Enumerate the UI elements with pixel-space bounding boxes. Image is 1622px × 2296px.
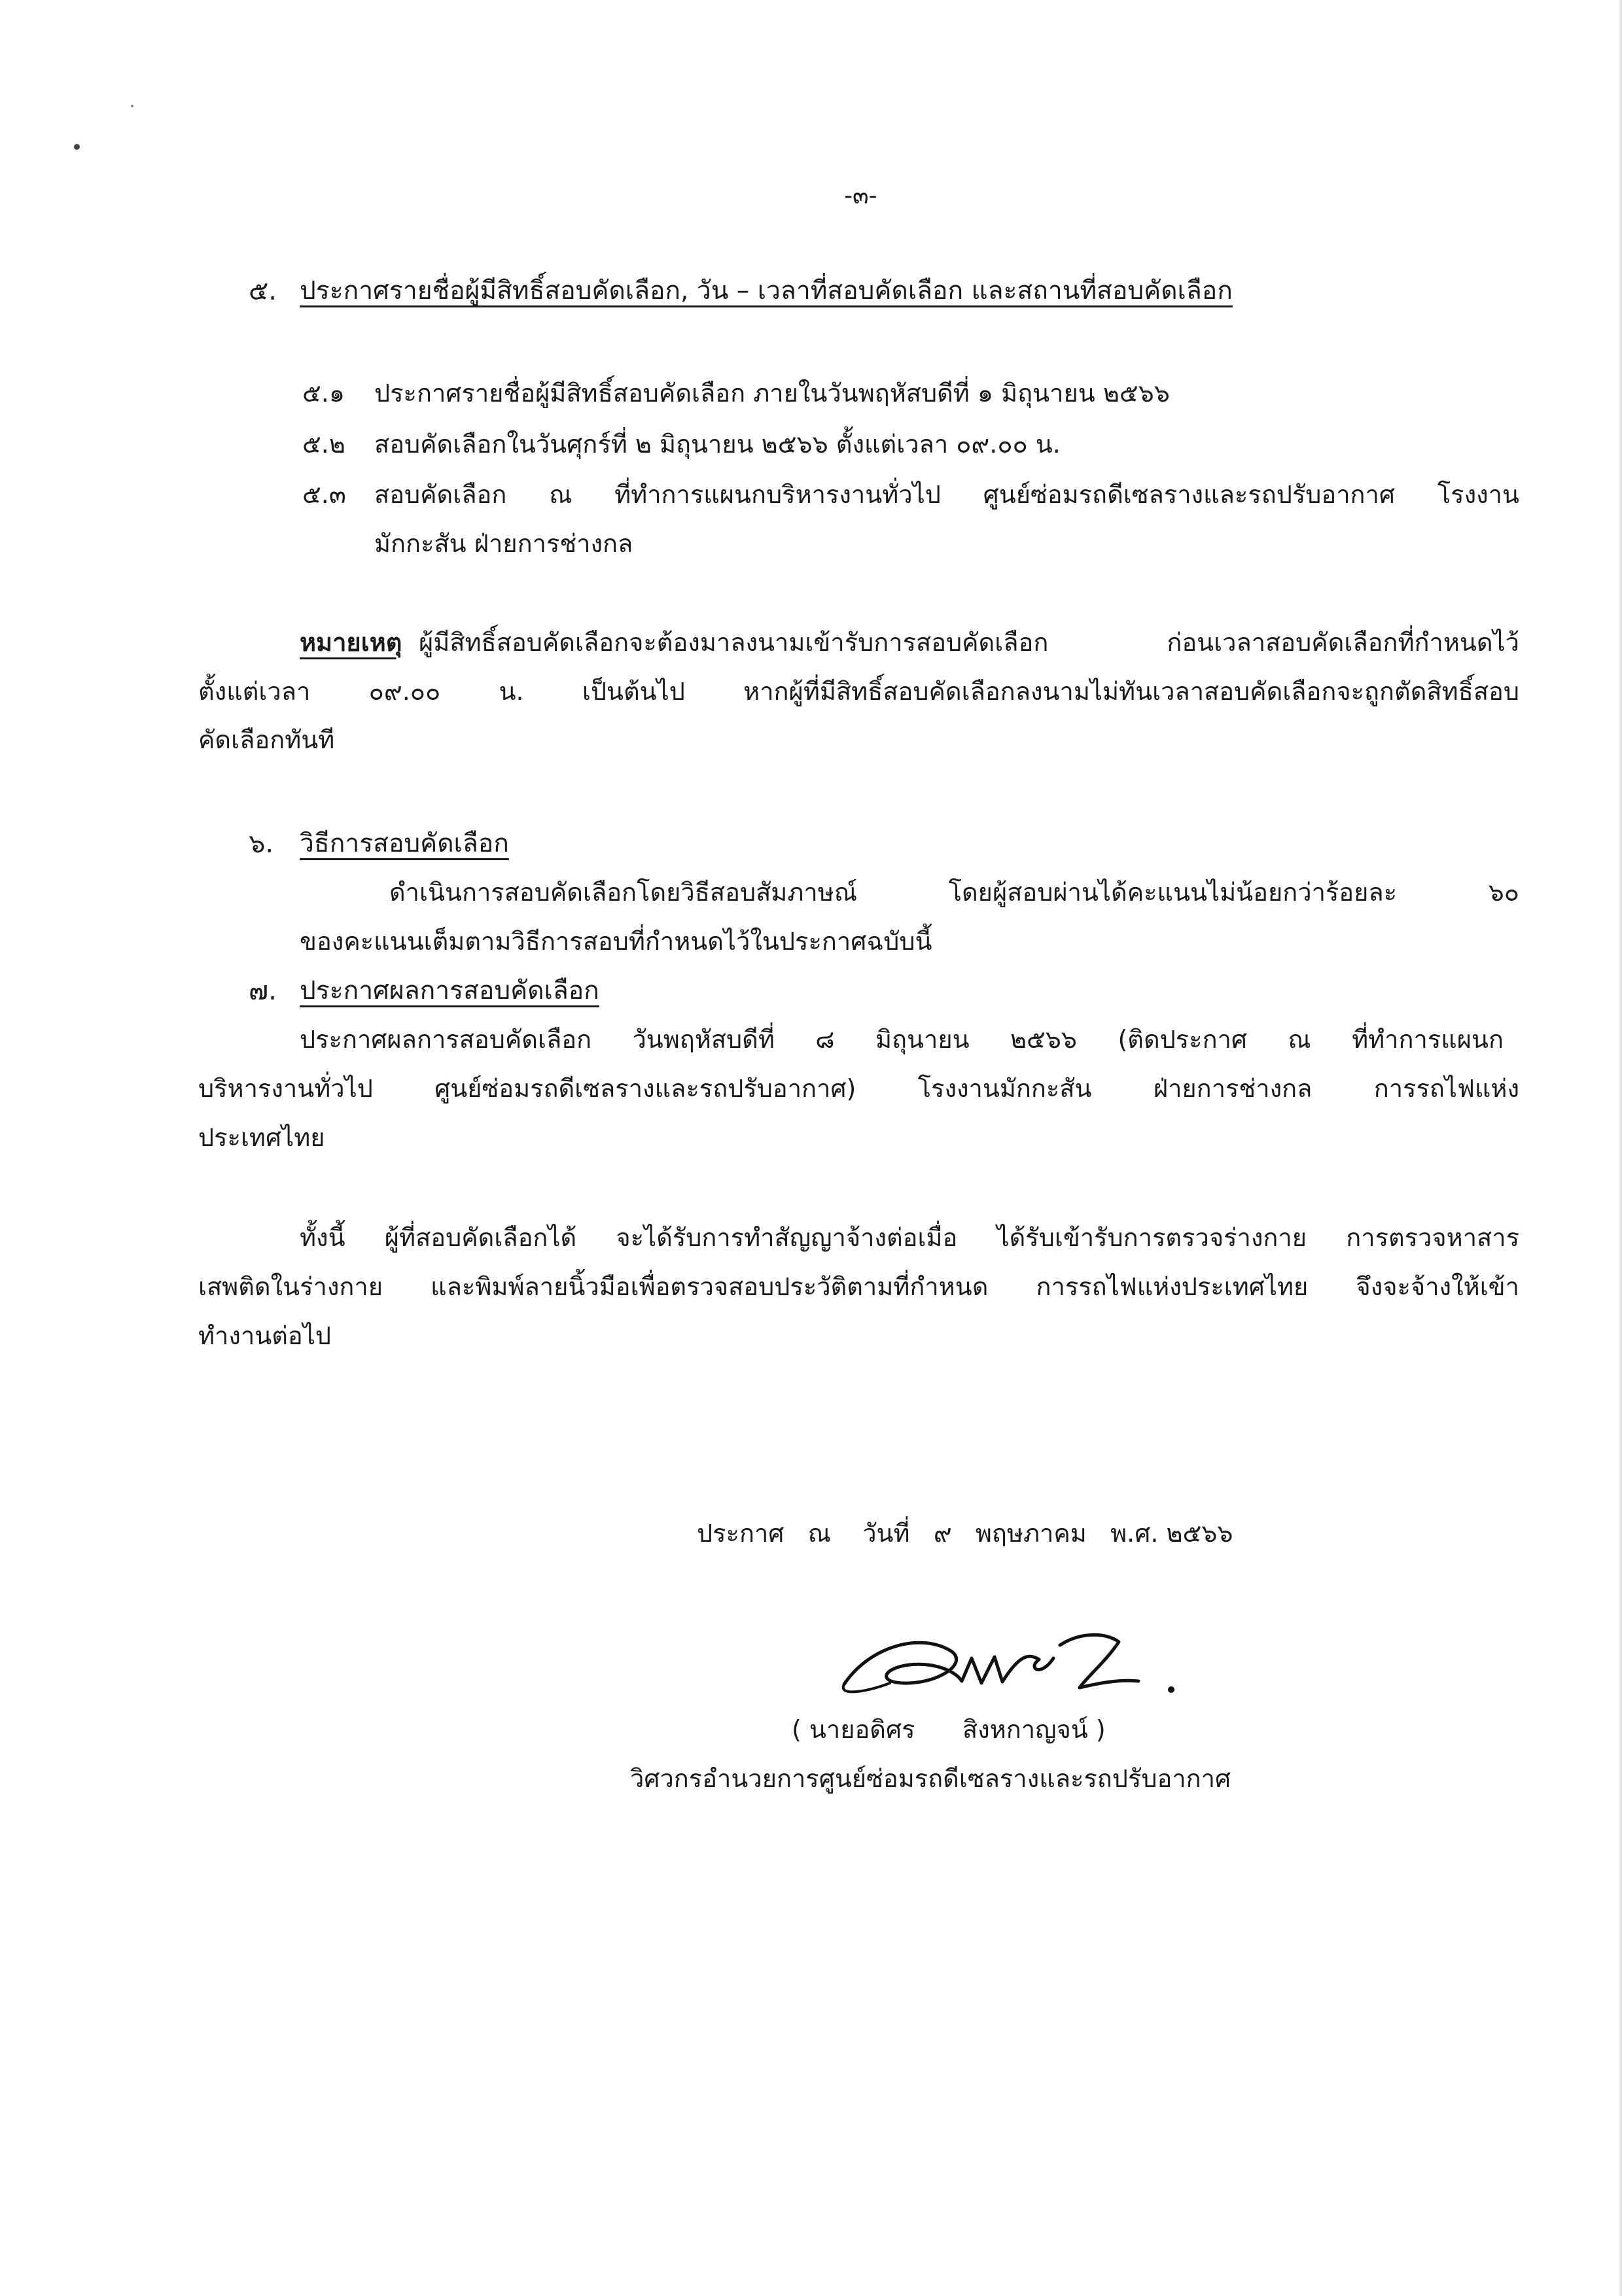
section-7-title: ประกาศผลการสอบคัดเลือก [300, 976, 599, 1005]
section-7-number: ๗. [249, 976, 277, 1006]
note-line-2: ตั้งแต่เวลา ๐๙.๐๐ น. เป็นต้นไป หากผู้ที่มีสิทธิ์สอบคัดเลือกลงนามไม่ทันเวลาสอบคัดเลือกจะถูกตัดสิทธิ์สอบ [198, 677, 1519, 706]
section-5-title: ประกาศรายชื่อผู้มีสิทธิ์สอบคัดเลือก, วัน – เวลาที่สอบคัดเลือก และสถานที่สอบคัดเลือก [300, 276, 1233, 305]
note-label: หมายเหตุ [300, 628, 402, 657]
section-6-line-2: ของคะแนนเต็มตามวิธีการสอบที่กำหนดไว้ในประกาศฉบับนี้ [300, 927, 932, 956]
announce-date: ประกาศ ณ วันที่ ๙ พฤษภาคม พ.ศ. ๒๕๖๖ [697, 1519, 1233, 1548]
section-6-title: วิธีการสอบคัดเลือก [300, 829, 509, 858]
item-5-1-number: ๕.๑ [302, 379, 345, 408]
signer-name: ( นายอดิศร สิงหกาญจน์ ) [792, 1715, 1106, 1744]
item-5-1-text: ประกาศรายชื่อผู้มีสิทธิ์สอบคัดเลือก ภายในวันพฤหัสบดีที่ ๑ มิถุนายน ๒๕๖๖ [374, 379, 1170, 408]
closing-line-2: เสพติดในร่างกาย และพิมพ์ลายนิ้วมือเพื่อตรวจสอบประวัติตามที่กำหนด การรถไฟแห่งประเทศไทย จึงจะจ้างให้เข้า [198, 1272, 1519, 1301]
closing-line-1: ทั้งนี้ ผู้ที่สอบคัดเลือกได้ จะได้รับการทำสัญญาจ้างต่อเมื่อ ได้รับเข้ารับการตรวจร่างกาย การตรวจหาสาร [300, 1223, 1519, 1252]
item-5-2-number: ๕.๒ [302, 430, 345, 459]
signer-title: วิศวกรอำนวยการศูนย์ซ่อมรถดีเซลรางและรถปรับอากาศ [630, 1764, 1231, 1793]
item-5-3-text-cont: มักกะสัน ฝ่ายการช่างกล [374, 529, 633, 558]
note-line-1: ผู้มีสิทธิ์สอบคัดเลือกจะต้องมาลงนามเข้ารับการสอบคัดเลือก ก่อนเวลาสอบคัดเลือกที่กำหนดไว้ [419, 628, 1519, 657]
scan-speck [131, 105, 133, 107]
section-5-number: ๕. [249, 276, 277, 306]
item-5-2-text: สอบคัดเลือกในวันศุกร์ที่ ๒ มิถุนายน ๒๕๖๖ ตั้งแต่เวลา ๐๙.๐๐ น. [374, 430, 1061, 459]
item-5-3-text: สอบคัดเลือก ณ ที่ทำการแผนกบริหารงานทั่วไป ศูนย์ซ่อมรถดีเซลรางและรถปรับอากาศ โรงงาน [374, 480, 1519, 509]
scan-edge-shadow [1618, 0, 1622, 2296]
section-6-line-1: ดำเนินการสอบคัดเลือกโดยวิธีสอบสัมภาษณ์ โดยผู้สอบผ่านได้คะแนนไม่น้อยกว่าร้อยละ ๖๐ [389, 878, 1519, 907]
section-7-line-2: บริหารงานทั่วไป ศูนย์ซ่อมรถดีเซลรางและรถปรับอากาศ) โรงงานมักกะสัน ฝ่ายการช่างกล การรถไฟแห่ง [198, 1074, 1519, 1103]
section-7-line-1: ประกาศผลการสอบคัดเลือก วันพฤหัสบดีที่ ๘ มิถุนายน ๒๕๖๖ (ติดประกาศ ณ ที่ทำการแผนก [300, 1025, 1504, 1054]
handwritten-signature [831, 1606, 1224, 1717]
note-line-3: คัดเลือกทันที [198, 725, 335, 754]
scan-speck [74, 144, 80, 150]
item-5-3-number: ๕.๓ [302, 480, 346, 509]
section-7-line-3: ประเทศไทย [198, 1123, 325, 1152]
section-6-number: ๖. [249, 829, 274, 859]
closing-line-3: ทำงานต่อไป [198, 1321, 331, 1350]
page-number: -๓- [844, 183, 877, 209]
